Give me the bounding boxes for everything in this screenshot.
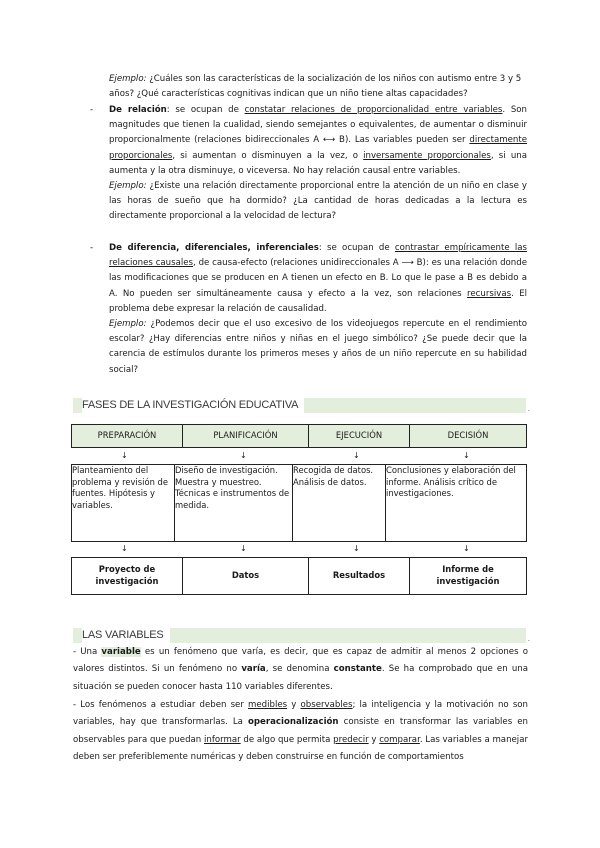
phase-content: Planteamiento del problema y revisión de fuentes. Hipótesis y variables. [72,465,175,542]
phases-output-row [71,557,527,595]
text-fragment: de algo que permita [240,734,334,745]
underline-recursivas: recursivas [467,288,512,299]
heading-dot: . [527,634,530,643]
phase-output: Resultados [309,558,410,595]
text-fragment: - Una [73,647,102,657]
text-fragment: ; la inteligencia y la motivación no son variables, hay que transformarlas. La [73,700,529,728]
text-fragment: . Las variables a manejar deben ser preferiblemente numéricas y deben construirse en función de comportamientos [73,734,528,763]
text-fragment: . El problema debe expresar la relación de causalidad. [109,288,528,314]
bullet-relacion [90,103,527,225]
text-fragment: y [368,734,380,745]
phases-content-row [71,464,527,542]
term-variable: variable [101,647,141,657]
section-heading-variables [73,628,530,643]
text-fragment: y [287,700,301,710]
variables-paragraph-1 [73,644,528,696]
heading-accent-bar [73,398,82,413]
underline-comparar: comparar [379,734,420,745]
section-heading-fases [73,398,530,413]
text-fragment: . Se ha comprobado que en una situación se pueden conocer hasta 110 variables diferentes. [73,664,528,692]
underline-informar: informar [203,734,241,745]
text-fragment: , se denomina [265,664,334,675]
phase-content: Diseño de investigación. Muestra y muestreo. Técnicas e instrumentos de medida. [175,465,293,542]
text-fragment: - Los fenómenos a estudiar deben ser [73,700,249,710]
example-text: ¿Existe una relación directamente proporcional entre la atención de un niño en clase y las horas de sueño que ha dormido? ¿La cantidad de horas dedicadas a la lectura es directamente proporcional a la velocidad de lectura? [109,181,527,222]
phase-content: Conclusiones y elaboración del informe. Análisis crítico de investigaciones. [386,465,527,542]
down-arrow-icon: ↓ [463,451,470,460]
section-title: LAS VARIABLES [73,628,170,643]
text-fragment: : se ocupan de [318,243,395,253]
phase-header: EJECUCIÓN [309,425,410,448]
down-arrow-icon: ↓ [463,544,470,553]
term-operacionalizacion: operacionalización [248,717,339,728]
heading-dot: . [527,404,530,413]
example-label: Ejemplo: [109,319,147,330]
down-arrow-icon: ↓ [240,544,247,553]
text-fragment: , si aumentan o disminuyen a la vez, o [172,150,364,161]
down-arrow-icon: ↓ [240,451,247,460]
phase-header: PLANIFICACIÓN [183,425,309,448]
underline-constatar: constatar relaciones de proporcionalidad entre variables [244,105,503,115]
underline-predecir: predecir [333,734,369,745]
text-fragment: : se ocupan de [166,105,245,115]
phase-output: Informe de investigación [410,558,527,595]
example-relacion [109,179,527,225]
bullet-diferencia [90,241,527,378]
term-constante: constante [333,664,382,675]
example-descriptive [109,72,527,102]
variables-paragraph-2 [73,697,528,767]
phase-output: Proyecto de investigación [72,558,183,595]
term-varia: varía [241,664,266,675]
text-fragment: es un fenómeno que varía, es decir, que es capaz de admitir al menos 2 opciones o valores distintos. Si un fenómeno no [73,647,528,675]
text-fragment: , si una aumenta y la otra disminuye, o viceversa. No hay relación causal entre variables. [109,150,527,176]
example-diferencia [109,317,527,378]
bullet-dash: - [90,105,94,115]
bullet-dash: - [90,243,94,253]
phase-content: Recogida de datos. Análisis de datos. [293,465,386,542]
underline-contrastar: contrastar empíricamente las relaciones causales [109,243,527,269]
underline-observables: observables [300,700,353,710]
down-arrow-icon: ↓ [353,451,360,460]
term-relacion: De relación [109,105,167,115]
down-arrow-icon: ↓ [121,544,128,553]
text-fragment: . Son magnitudes que tienen la cualidad, siendo semejantes o equivalentes, de aumentar o disminuir proporcionalmente (relaciones bidireccionales A ⟷ B). Las variables pueden ser [109,105,527,146]
underline-inversamente: inversamente proporcionales [363,150,491,161]
term-diferencia: De diferencia, diferenciales, inferenciales [109,243,319,253]
phase-output: Datos [183,558,309,595]
example-label: Ejemplo: [109,74,147,84]
section-title: FASES DE LA INVESTIGACIÓN EDUCATIVA [73,398,304,413]
phases-header-row [71,424,527,448]
example-text: ¿Cuáles son las características de la socialización de los niños con autismo entre 3 y 5 años? ¿Qué características cognitivas indican que un niño tiene altas capacidades? [109,74,522,100]
down-arrow-icon: ↓ [353,544,360,553]
phase-header: PREPARACIÓN [72,425,183,448]
down-arrow-icon: ↓ [121,451,128,460]
heading-accent-bar [73,628,82,643]
example-text: ¿Podemos decir que el uso excesivo de los videojuegos repercute en el rendimiento escolar? ¿Hay diferencias entre niños y niñas en el juego simbólico? ¿Se puede decir que la carencia de estímulos durante los primeros meses y años de un niño repercute en su habilidad social? [109,319,527,375]
example-label: Ejemplo: [109,181,147,192]
underline-directamente: directamente proporcionales [109,135,527,161]
phase-header: DECISIÓN [410,425,527,448]
text-fragment: consiste en transformar las variables en observables para que puedan [73,717,528,745]
text-fragment: , de causa-efecto (relaciones unidireccionales A ⟶ B): es una relación donde las modificaciones que se producen en A tienen un efecto en B. Lo que le pase a B es debido a A. No pueden ser simultáneamente causa y efecto a la vez, son relaciones [109,258,527,299]
underline-medibles: medibles [248,700,288,710]
